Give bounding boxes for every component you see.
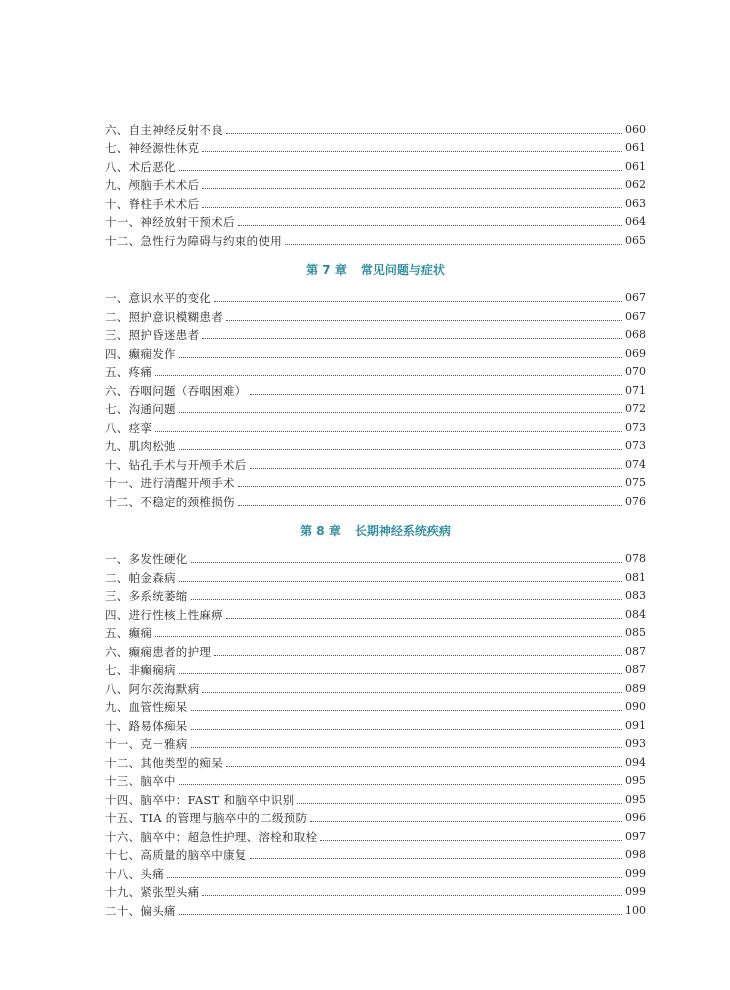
dot-leader: [238, 486, 622, 487]
toc-entry[interactable]: [105, 435, 646, 454]
toc-entry[interactable]: [105, 174, 646, 193]
dot-leader: [226, 766, 622, 767]
toc-entry[interactable]: [105, 696, 646, 715]
toc-entry-page: 095: [625, 792, 646, 806]
toc-entry[interactable]: [105, 490, 646, 509]
dot-leader: [238, 225, 622, 226]
toc-entry-title: 十一、进行清醒开颅手术: [105, 476, 235, 490]
toc-entry-page: 093: [625, 737, 646, 750]
toc-entry[interactable]: [105, 287, 646, 306]
dot-leader: [202, 207, 622, 208]
toc-entry-title: 六、自主神经反射不良: [105, 122, 223, 137]
toc-entry[interactable]: [105, 807, 646, 826]
toc-entry-page: 067: [625, 309, 646, 323]
toc-entry-page: 067: [625, 291, 646, 304]
toc-entry-title: 二十、偏头痛: [105, 903, 176, 918]
toc-entry-page: 061: [625, 141, 646, 154]
toc-entry-page: 095: [625, 774, 646, 787]
toc-entry-page: 094: [625, 755, 646, 769]
toc-entry-title: 九、颅脑手术术后: [105, 178, 200, 192]
dot-leader: [226, 320, 622, 321]
toc-entry[interactable]: [105, 342, 646, 361]
toc-entry-title: 十二、急性行为障碍与约束的使用: [105, 233, 282, 248]
toc-entry-title: 六、吞咽问题（吞咽困难）: [105, 383, 247, 398]
toc-entry-title: 八、痉挛: [105, 420, 153, 435]
dot-leader: [202, 188, 622, 189]
toc-entry-page: 085: [625, 626, 646, 639]
toc-entry-page: 087: [625, 663, 646, 676]
toc-entry-title: 十五、TIA 的管理与脑卒中的二级预防: [105, 811, 308, 825]
dot-leader: [167, 877, 622, 878]
toc-entry-page: 073: [625, 439, 646, 452]
dot-leader: [214, 655, 622, 656]
chapter-8-title: 长期神经系统疾病: [354, 523, 451, 538]
toc-entry-page: 071: [625, 383, 646, 397]
toc-entry[interactable]: [105, 137, 646, 156]
toc-entry[interactable]: [105, 155, 646, 174]
toc-entry-page: 076: [625, 494, 646, 508]
toc-entry[interactable]: [105, 398, 646, 417]
dot-leader: [191, 599, 622, 600]
dot-leader: [191, 729, 622, 730]
toc-entry-page: 073: [625, 420, 646, 434]
toc-entry[interactable]: [105, 118, 646, 137]
toc-section-b: [105, 287, 646, 509]
toc-entry[interactable]: [105, 899, 646, 918]
toc-entry-title: 十、脊柱手术术后: [105, 196, 200, 211]
toc-entry-page: 060: [625, 122, 646, 136]
dot-leader: [214, 301, 622, 302]
toc-entry-title: 三、多系统萎缩: [105, 589, 188, 603]
toc-entry-page: 099: [625, 885, 646, 898]
toc-entry[interactable]: [105, 453, 646, 472]
dot-leader: [179, 170, 622, 171]
dot-leader: [202, 338, 622, 339]
toc-entry-title: 一、意识水平的变化: [105, 291, 212, 305]
toc-entry-page: 096: [625, 811, 646, 824]
toc-entry[interactable]: [105, 324, 646, 343]
toc-entry[interactable]: [105, 751, 646, 770]
toc-section-c: [105, 548, 646, 918]
toc-entry-page: 098: [625, 848, 646, 861]
chapter-7-heading: [105, 261, 646, 279]
toc-entry[interactable]: [105, 585, 646, 604]
toc-entry[interactable]: [105, 622, 646, 641]
toc-entry-title: 十三、脑卒中: [105, 774, 176, 788]
toc-entry[interactable]: [105, 677, 646, 696]
toc-entry[interactable]: [105, 305, 646, 324]
dot-leader: [238, 505, 622, 506]
dot-leader: [250, 468, 622, 469]
toc-entry-title: 十二、其他类型的痴呆: [105, 755, 223, 770]
toc-entry-page: 072: [625, 402, 646, 415]
dot-leader: [297, 803, 622, 804]
toc-entry-page: 081: [625, 570, 646, 584]
toc-entry-page: 083: [625, 589, 646, 602]
toc-entry-title: 九、肌肉松弛: [105, 439, 176, 453]
dot-leader: [202, 692, 622, 693]
toc-entry[interactable]: [105, 603, 646, 622]
dot-leader: [179, 412, 622, 413]
toc-section-a: [105, 118, 646, 248]
toc-entry-page: 068: [625, 328, 646, 341]
dot-leader: [179, 449, 622, 450]
toc-entry-title: 八、阿尔茨海默病: [105, 681, 200, 696]
toc-entry-title: 六、癫痫患者的护理: [105, 644, 212, 659]
toc-entry-page: 091: [625, 718, 646, 732]
toc-entry-page: 075: [625, 476, 646, 489]
toc-entry-title: 十、路易体痴呆: [105, 718, 188, 733]
toc-entry-title: 四、癫痫发作: [105, 346, 176, 361]
toc-entry-title: 七、沟通问题: [105, 402, 176, 416]
toc-entry-title: 十一、神经放射干预术后: [105, 215, 235, 229]
toc-entry[interactable]: [105, 192, 646, 211]
toc-entry-page: 100: [625, 903, 646, 917]
dot-leader: [155, 636, 622, 637]
chapter-7-number: 第 7 章: [306, 262, 347, 277]
toc-entry-title: 七、非癫痫病: [105, 663, 176, 677]
toc-entry-page: 084: [625, 607, 646, 621]
toc-entry-title: 四、进行性核上性麻痹: [105, 607, 223, 622]
toc-entry-page: 062: [625, 178, 646, 191]
toc-entry-title: 十六、脑卒中：超急性护理、溶栓和取栓: [105, 829, 318, 844]
toc-entry-page: 069: [625, 346, 646, 360]
dot-leader: [202, 151, 622, 152]
toc-entry-page: 090: [625, 700, 646, 713]
toc-entry-page: 099: [625, 866, 646, 880]
chapter-8-number: 第 8 章: [300, 523, 341, 538]
toc-entry-title: 九、血管性痴呆: [105, 700, 188, 714]
toc-entry-title: 一、多发性硬化: [105, 552, 188, 566]
toc-entry-title: 二、帕金森病: [105, 570, 176, 585]
dot-leader: [226, 133, 622, 134]
toc-entry-title: 十二、不稳定的颈椎损伤: [105, 494, 235, 509]
toc-entry-title: 三、照护昏迷患者: [105, 328, 200, 342]
dot-leader: [179, 784, 622, 785]
toc-entry-page: 061: [625, 159, 646, 173]
toc-entry-title: 十八、头痛: [105, 866, 164, 881]
toc-entry-page: 097: [625, 829, 646, 843]
dot-leader: [191, 747, 622, 748]
toc-entry-page: 064: [625, 215, 646, 228]
dot-leader: [285, 244, 622, 245]
toc-entry[interactable]: [105, 416, 646, 435]
toc-entry[interactable]: [105, 825, 646, 844]
table-of-contents: [105, 118, 646, 918]
dot-leader: [250, 394, 622, 395]
dot-leader: [179, 673, 622, 674]
dot-leader: [179, 914, 622, 915]
dot-leader: [310, 821, 622, 822]
toc-entry[interactable]: [105, 229, 646, 248]
toc-entry[interactable]: [105, 881, 646, 900]
toc-entry-title: 十一、克－雅病: [105, 737, 188, 751]
dot-leader: [179, 581, 622, 582]
dot-leader: [226, 618, 622, 619]
toc-entry[interactable]: [105, 472, 646, 491]
toc-entry-page: 078: [625, 552, 646, 565]
toc-entry[interactable]: [105, 211, 646, 230]
dot-leader: [250, 858, 622, 859]
toc-entry[interactable]: [105, 733, 646, 752]
chapter-8-heading: [105, 522, 646, 540]
toc-entry[interactable]: [105, 714, 646, 733]
toc-entry[interactable]: [105, 361, 646, 380]
toc-entry-title: 五、疼痛: [105, 365, 153, 379]
toc-entry[interactable]: [105, 640, 646, 659]
toc-entry[interactable]: [105, 788, 646, 807]
toc-entry-title: 十七、高质量的脑卒中康复: [105, 848, 247, 862]
toc-entry-title: 十四、脑卒中：FAST 和脑卒中识别: [105, 792, 295, 807]
toc-entry[interactable]: [105, 379, 646, 398]
toc-entry[interactable]: [105, 548, 646, 567]
toc-entry[interactable]: [105, 566, 646, 585]
toc-entry-page: 089: [625, 681, 646, 695]
dot-leader: [155, 375, 622, 376]
dot-leader: [202, 895, 622, 896]
dot-leader: [155, 431, 622, 432]
toc-entry-title: 八、术后恶化: [105, 159, 176, 174]
dot-leader: [191, 562, 622, 563]
toc-entry-title: 七、神经源性休克: [105, 141, 200, 155]
toc-entry[interactable]: [105, 659, 646, 678]
toc-entry-page: 074: [625, 457, 646, 471]
chapter-7-title: 常见问题与症状: [360, 262, 445, 277]
toc-entry-page: 063: [625, 196, 646, 210]
toc-entry-title: 十九、紧张型头痛: [105, 885, 200, 899]
toc-entry-page: 065: [625, 233, 646, 247]
toc-entry-title: 十、钻孔手术与开颅手术后: [105, 457, 247, 472]
dot-leader: [191, 710, 622, 711]
toc-entry-page: 087: [625, 644, 646, 658]
toc-entry-title: 五、癫痫: [105, 626, 153, 640]
dot-leader: [320, 840, 622, 841]
toc-entry[interactable]: [105, 862, 646, 881]
toc-entry-title: 二、照护意识模糊患者: [105, 309, 223, 324]
toc-entry-page: 070: [625, 365, 646, 378]
toc-entry[interactable]: [105, 844, 646, 863]
dot-leader: [179, 357, 622, 358]
toc-entry[interactable]: [105, 770, 646, 789]
